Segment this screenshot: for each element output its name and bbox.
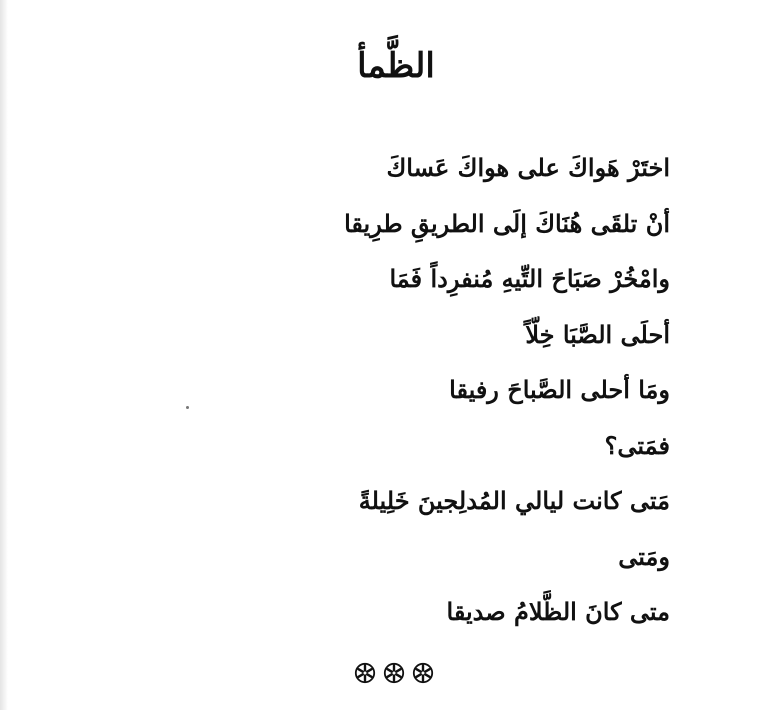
poem-line: مَتى كانت ليالي المُدلِجينَ خَلِيلةً [358, 486, 670, 515]
asterism-flower-icon [354, 662, 376, 684]
page-edge-shadow [0, 0, 8, 710]
poem-line: فمَتى؟ [604, 430, 670, 460]
section-end-ornament [354, 660, 434, 686]
asterism-flower-icon [412, 662, 434, 684]
asterism-flower-icon [383, 662, 405, 684]
poem-line: اختَرْ هَواكَ على هواكَ عَساكَ [386, 153, 670, 182]
print-speck [186, 406, 189, 409]
poem-line: ومَا أحلى الصَّباحَ رفيقا [449, 375, 670, 404]
poem-line: وامْخُرْ صَبَاحَ التِّيهِ مُنفرِداً فَمَا [389, 264, 670, 293]
poem-line: أحلَى الصَّبَا خِلّاً [525, 319, 670, 349]
poem-line: أنْ تلقَى هُنَاكَ إلَى الطريقِ طرِيقا [344, 208, 670, 238]
poem-line: متى كانَ الظَّلامُ صديقا [446, 597, 670, 626]
poem-body [310, 140, 670, 640]
poem-line: ومَتى [618, 541, 670, 571]
poem-title: الظَّمأ [357, 46, 435, 86]
